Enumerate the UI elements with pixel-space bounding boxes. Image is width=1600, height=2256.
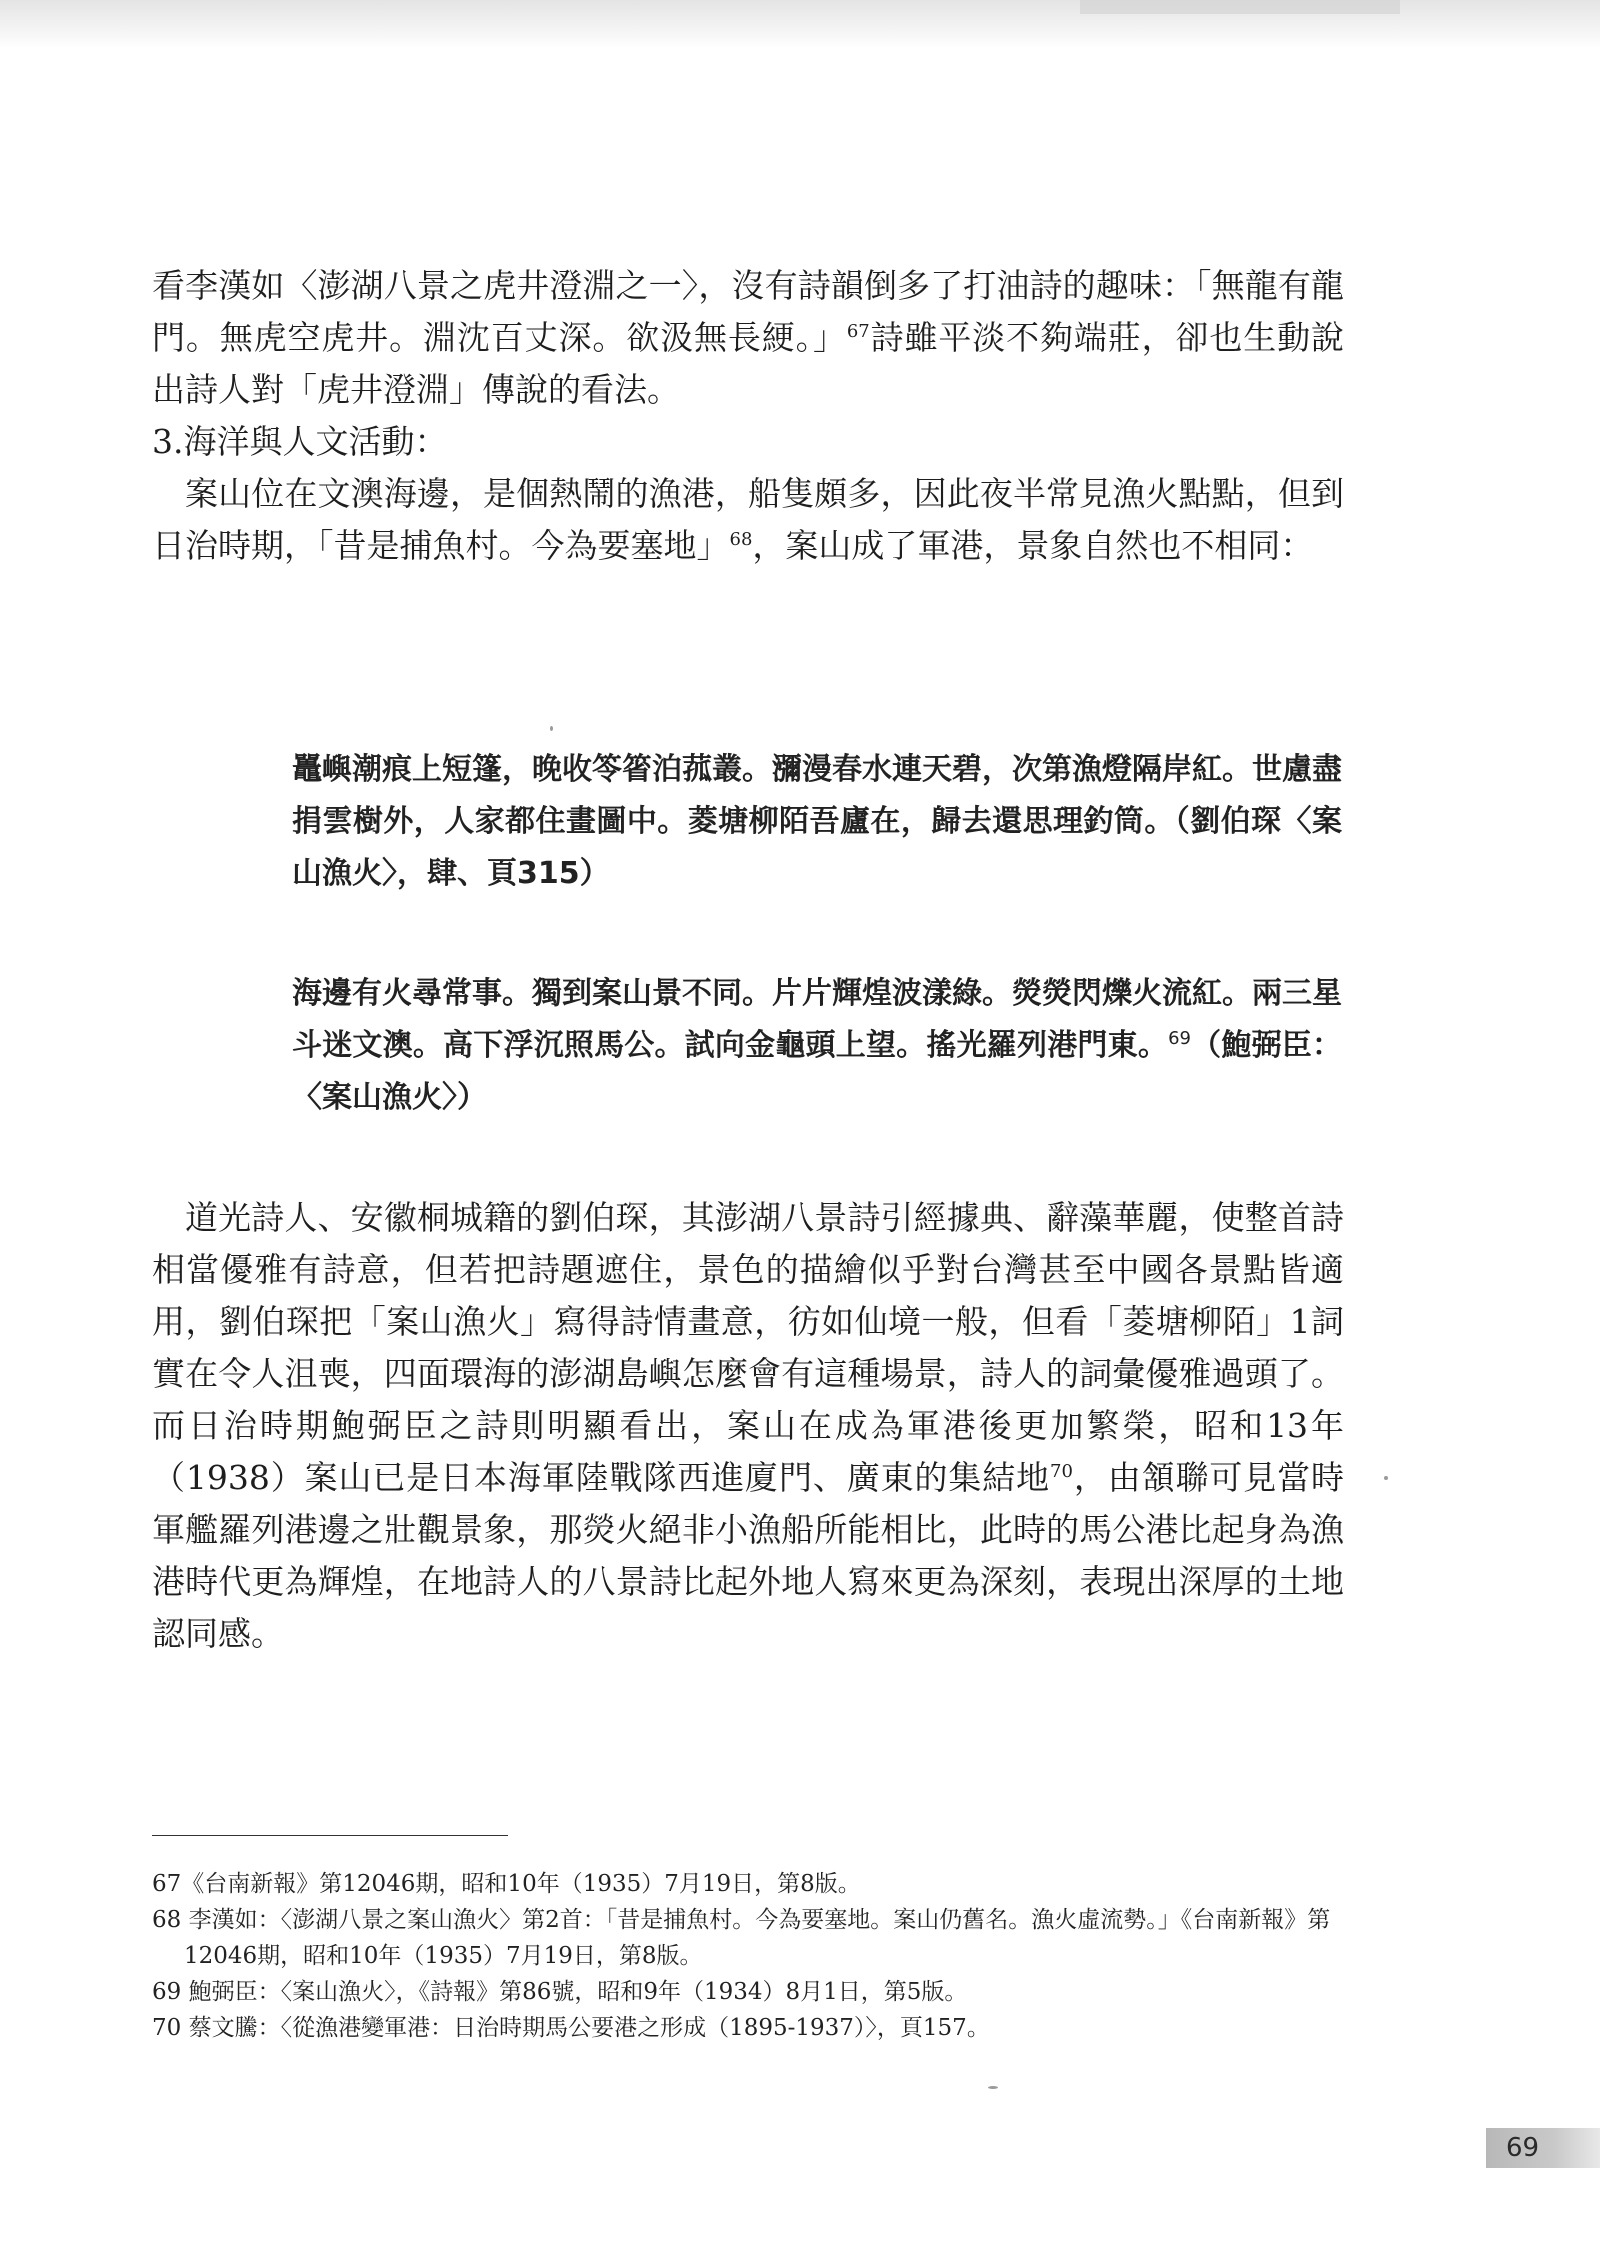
footnote-68: 68 李漢如：〈澎湖八景之案山漁火〉第2首：「昔是捕魚村。今為要塞地。案山仍舊名。漁火虛流勢。」《台南新報》第 12046期，昭和10年（1935）7月19日，第8版。 (152, 1907, 1331, 1969)
poem-source: （劉伯琛〈案山漁火〉，肆、頁315） (292, 804, 1343, 891)
footnotes (152, 1866, 1344, 2046)
footnote-67: 67《台南新報》第12046期，昭和10年（1935）7月19日，第8版。 (152, 1871, 861, 1897)
poem-quote-liu-bochen (292, 744, 1342, 900)
footnote-ref-69[interactable]: 69 (1168, 1028, 1191, 1049)
footnote-ref-70[interactable]: 70 (1050, 1461, 1073, 1482)
scan-speck (988, 2086, 998, 2089)
scan-speck (1384, 1476, 1388, 1480)
page-number: 69 (1486, 2128, 1600, 2168)
scan-speck (550, 726, 553, 731)
paragraph-li-hanru: 看李漢如〈澎湖八景之虎井澄淵之一〉，沒有詩韻倒多了打油詩的趣味：「無龍有龍門。無虎空虎井。淵沈百丈深。欲汲無長綆。」$^{67}$詩雖平淡不夠端莊，卻也生動說出詩人對「虎井澄淵」傳說的看法。 (152, 266, 1345, 409)
main-text-top (152, 260, 1344, 572)
poem-text: 鼉嶼潮痕上短篷，晚收笭箵泊菰叢。瀰漫春水連天碧，次第漁燈隔岸紅。世慮盡捐雲樹外，人家都住畫圖中。菱塘柳陌吾廬在，歸去還思理釣筒。 (292, 752, 1342, 839)
footnote-69: 69 鮑弼臣：〈案山漁火〉，《詩報》第86號，昭和9年（1934）8月1日，第5版。 (152, 1979, 968, 2005)
footnote-70: 70 蔡文騰：〈從漁港變軍港：日治時期馬公要港之形成（1895-1937）〉，頁157。 (152, 2015, 990, 2041)
scan-top-mark (1080, 0, 1400, 14)
footnote-divider (152, 1835, 508, 1836)
poem-quote-bao-bichen (292, 968, 1342, 1124)
section-heading: 3.海洋與人文活動： (152, 422, 448, 461)
footnote-ref-67[interactable]: 67 (846, 321, 870, 342)
poem-text: 海邊有火尋常事。獨到案山景不同。片片輝煌波漾綠。熒熒閃爍火流紅。兩三星斗迷文澳。高下浮沉照馬公。試向金龜頭上望。搖光羅列港門東。 (292, 976, 1342, 1063)
poem-source: （鮑弼臣：〈案山漁火〉） (292, 1028, 1343, 1115)
paragraph-anshan: 案山位在文澳海邊，是個熱鬧的漁港，船隻頗多，因此夜半常見漁火點點，但到日治時期，「昔是捕魚村。今為要塞地」$^{68}$，案山成了軍港，景象自然也不相同： (152, 474, 1344, 565)
footnote-ref-68[interactable]: 68 (729, 529, 753, 550)
paragraph-commentary: 道光詩人、安徽桐城籍的劉伯琛，其澎湖八景詩引經據典、辭藻華麗，使整首詩相當優雅有詩意，但若把詩題遮住，景色的描繪似乎對台灣甚至中國各景點皆適用，劉伯琛把「案山漁火」寫得詩情畫意，彷如仙境一般，但看「菱塘柳陌」1詞實在令人沮喪，四面環海的澎湖島嶼怎麼會有這種場景，詩人的詞彙優雅過頭了。而日治時期鮑弼臣之詩則明顯看出，案山在成為軍港後更加繁榮，昭和13年（1938）案山已是日本海軍陸戰隊西進廈門、廣東的集結地$^{70}$，由頷聯可見當時軍艦羅列港邊之壯觀景象，那熒火絕非小漁船所能相比，此時的馬公港比起身為漁港時代更為輝煌，在地詩人的八景詩比起外地人寫來更為深刻，表現出深厚的土地認同感。 (152, 1198, 1345, 1653)
